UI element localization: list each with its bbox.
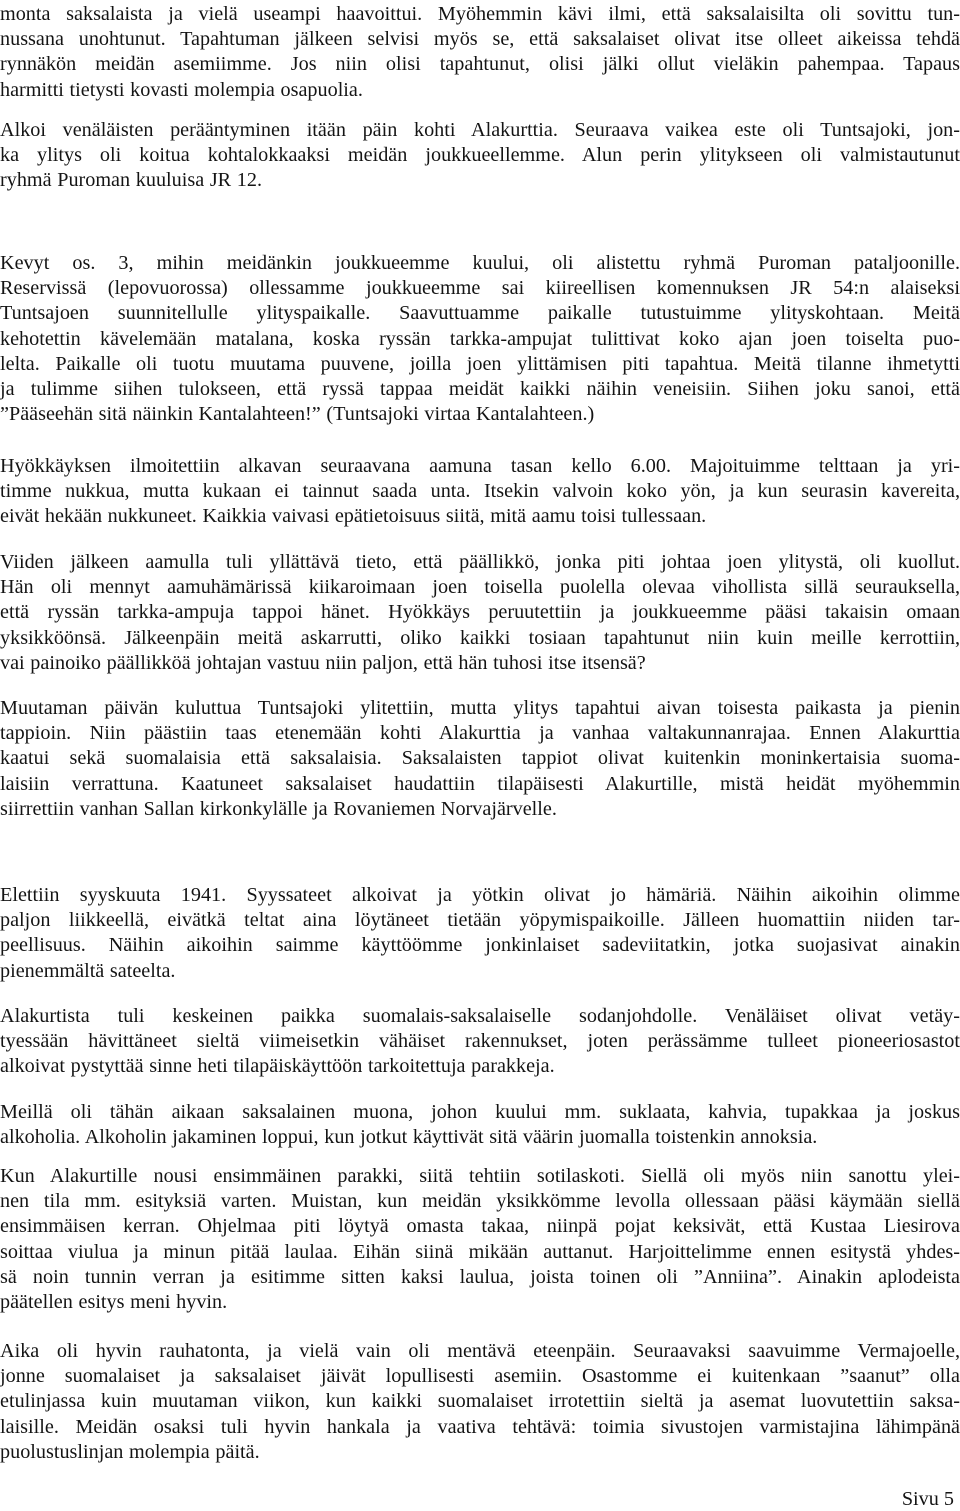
text-line: Aika oli hyvin rauhatonta, ja vielä vain oli mentävä eteenpäin. Seuraavaksi saavuimme Vermajoelle, — [0, 1340, 960, 1362]
text-line: timme nukkua, mutta kukaan ei tainnut saada unta. Itsekin valvoin koko yön, ja kun seurasin kavereita, — [0, 480, 960, 503]
text-line: kehotettin kävelemään matalana, koska ryssän tarkka-ampujat tulittivat koko ajan joen toiselta puo- — [0, 327, 960, 350]
text-line: tappioin. Niin päästiin taas etenemään kohti Alakurttia ja vanhaa valtakunnanrajaa. Ennen Alakurttia — [0, 722, 960, 745]
text-line: ka ylitys oli koitua kohtalokkaaksi meidän joukkueellemme. Alun perin ylitykseen oli valmistautunut — [0, 144, 960, 167]
text-line: monta saksalaista ja vielä useampi haavoittui. Myöhemmin kävi ilmi, että saksalaisilta oli sovittu tun- — [0, 3, 960, 25]
text-line: rynnäkön meidän asemiimme. Jos niin olisi tapahtunut, olisi jälki ollut vieläkin pahempaa. Tapaus — [0, 53, 960, 76]
text-line: Tuntsajoen suunnitellulle ylityspaikalle. Saavuttuamme paikalle tutustuimme ylityskohtaan. Meitä — [0, 302, 960, 325]
text-line: Kevyt os. 3, mihin meidänkin joukkueemme kuului, oli alistettu ryhmä Puroman pataljoonille. — [0, 252, 960, 274]
paragraph-11 — [0, 1339, 960, 1465]
paragraph-7 — [0, 883, 960, 984]
text-line: puolustuslinjan molempia päitä. — [0, 1440, 260, 1463]
text-line: ryhmä Puroman kuuluisa JR 12. — [0, 169, 263, 192]
text-line: vai painoiko päällikköä johtajan vastuu niin paljon, että hän tuhosi itse itsensä? — [0, 651, 646, 674]
text-line: Hyökkäyksen ilmoitettiin alkavan seuraavana aamuna tasan kello 6.00. Majoituimme telttaan ja yri- — [0, 455, 960, 477]
text-line: siirrettiin vanhan Sallan kirkonkylälle ja Rovaniemen Norvajärvelle. — [0, 797, 557, 820]
text-line: ja tulimme siihen tulokseen, että ryssä tappaa meidät kaikki näihin veneisiin. Siihen joku sanoi, että — [0, 378, 960, 401]
text-line: laisille. Meidän osaksi tuli hyvin hankala ja vaativa tehtävä: toimia sivustojen varmistajina lähimpänä — [0, 1415, 960, 1438]
text-line: jonne suomalaiset ja saksalaiset jäivät lopullisesti asemiin. Osastomme ei kuitenkaan ”saanut” olla — [0, 1365, 960, 1388]
text-line: harmitti tietysti kovasti molempia osapuolia. — [0, 78, 363, 101]
text-line: ensimmäisen kerran. Ohjelmaa piti löytyä omasta takaa, niinpä pojat keksivät, että Kustaa Liesirova — [0, 1215, 960, 1238]
text-line: päätellen esitys meni hyvin. — [0, 1291, 228, 1314]
text-line: sä noin tunnin verran ja esitimme sitten kaksi laulua, joista toinen oli ”Anniina”. Ainakin aplodeista — [0, 1265, 960, 1288]
text-line: tyessään hävittäneet sieltä viimeisetkin vähäiset rakennukset, joten perässämme tulleet pioneeriosastot — [0, 1030, 960, 1053]
text-line: alkoivat pystyttää sinne heti tilapäiskäyttöön tarkoitettuja parakkeja. — [0, 1055, 555, 1078]
text-line: että ryssän tarkka-ampuja tappoi hänet. Hyökkäys peruutettiin ja joukkueemme pääsi takaisin omaan — [0, 601, 960, 624]
text-line: etulinjassa kuin muutaman viikon, kun kaikki suomalaiset irrotettiin sieltä ja asemat luovutettiin saksa- — [0, 1390, 960, 1413]
text-line: Alakurtista tuli keskeinen paikka suomalais-saksalaiselle sodanjohdolle. Venäläiset olivat vetäy- — [0, 1005, 960, 1027]
text-line: soittaa viulua ja minun pitää laulaa. Eihän siinä mikään auttanut. Harjoittelimme ennen esitystä yhdes- — [0, 1240, 960, 1263]
text-line: yksikköönsä. Jälkeenpäin meitä askarrutti, oliko kaikki tosiaan tapahtunut niin kuin meille kerrottiin, — [0, 626, 960, 649]
text-line: Kun Alakurtille nousi ensimmäinen parakki, siitä tehtiin sotilaskoti. Siellä oli myös niin sanottu ylei- — [0, 1165, 960, 1187]
text-line: alkoholia. Alkoholin jakaminen loppui, kun jotkut käyttivät sitä väärin juomalla toistenkin annoksia. — [0, 1126, 818, 1149]
paragraph-1 — [0, 2, 960, 103]
text-line: Hän oli mennyt aamuhämärissä kiikaroimaan joen toisella puolella olevaa vihollista sillä seurauksella, — [0, 576, 960, 599]
paragraph-8 — [0, 1004, 960, 1080]
text-line: Elettiin syyskuuta 1941. Syyssateet alkoivat ja yötkin olivat jo hämäriä. Näihin aikoihin olimme — [0, 884, 960, 906]
text-line: peellisuus. Näihin aikoihin saimme käyttöömme jonkinlaiset sadeviitatkin, jotka suojasivat ainakin — [0, 934, 960, 957]
text-line: pienemmältä sateelta. — [0, 959, 176, 982]
paragraph-2 — [0, 118, 960, 194]
paragraph-3 — [0, 251, 960, 427]
text-line: paljon liikkeellä, eivätkä teltat aina löytäneet tietään yöpymispaikoille. Jälleen huomattiin niiden tar- — [0, 909, 960, 932]
paragraph-5 — [0, 550, 960, 676]
text-line: laisiin verrattuna. Kaatuneet saksalaiset haudattiin tilapäisesti Alakurtille, mistä heidät myöhemmin — [0, 772, 960, 795]
text-line: Muutaman päivän kuluttua Tuntsajoki ylitettiin, mutta ylitys tapahtui aivan toisesta paikasta ja pienin — [0, 697, 960, 719]
text-line: Alkoi venäläisten perääntyminen itään päin kohti Alakurttia. Seuraava vaikea este oli Tuntsajoki, jon- — [0, 119, 960, 141]
text-line: kaatui sekä suomalaisia että saksalaisia. Saksalaisten tappiot olivat kuitenkin moninkertaisia suoma- — [0, 747, 960, 770]
text-line: eivät hekään nukkuneet. Kaikkia vaivasi epätietoisuus siitä, mitä aamu toisi tullessaan. — [0, 505, 707, 528]
text-line: Reservissä (lepovuorossa) ollessamme joukkueemme sai kiireellisen komennuksen JR 54:n alaiseksi — [0, 277, 960, 300]
paragraph-4 — [0, 454, 960, 530]
text-line: nen tila mm. esityksiä varten. Muistan, kun meidän yksikkömme levolla ollessaan pääsi käymään siellä — [0, 1190, 960, 1213]
text-line: Meillä oli tähän aikaan saksalainen muona, johon kuului mm. suklaata, kahvia, tupakkaa ja joskus — [0, 1101, 960, 1123]
text-line: Viiden jälkeen aamulla tuli yllättävä tieto, että päällikkö, jonka piti johtaa joen ylitystä, oli kuollut. — [0, 551, 960, 573]
text-line: nussana unohtunut. Tapahtuman jälkeen selvisi myös se, että saksalaiset olivat itse olleet aikeissa tehdä — [0, 28, 960, 51]
paragraph-10 — [0, 1164, 960, 1315]
paragraph-6 — [0, 696, 960, 822]
text-line: lelta. Paikalle oli tuotu muutama puuvene, joilla joen ylittämisen piti tapahtua. Meitä tilanne ihmetytti — [0, 352, 960, 375]
text-line: ”Pääseehän sitä näinkin Kantalahteen!” (Tuntsajoki virtaa Kantalahteen.) — [0, 403, 595, 426]
page-number: Sivu 5 — [901, 1488, 954, 1510]
paragraph-9 — [0, 1100, 960, 1150]
